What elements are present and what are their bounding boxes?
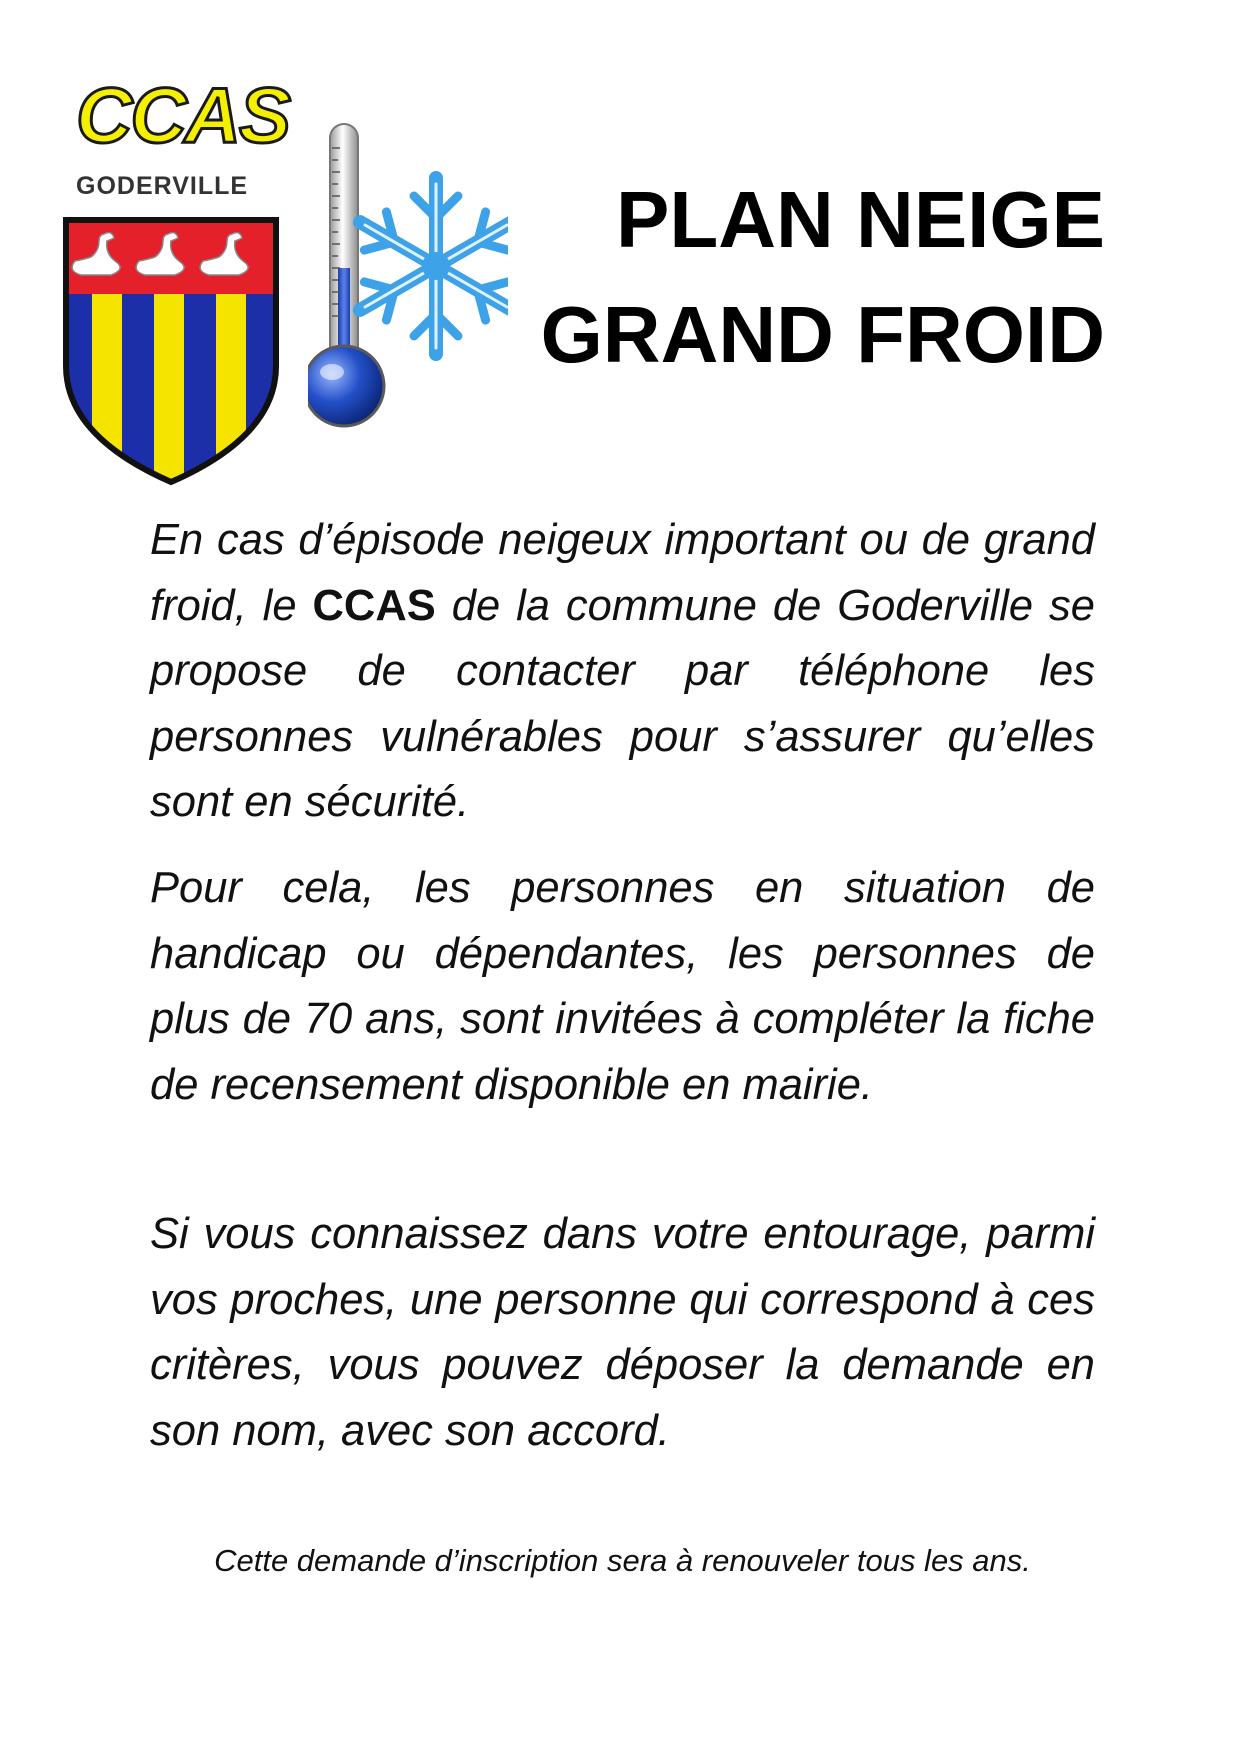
thermometer-snowflake-illustration bbox=[308, 118, 508, 430]
renewal-note: Cette demande d’inscription sera à renouveler tous les ans. bbox=[214, 1543, 1031, 1578]
snowflake-icon bbox=[360, 178, 508, 354]
thermometer-icon bbox=[308, 124, 384, 426]
paragraph-eligibility: Pour cela, les personnes en situation de handicap ou dépendantes, les personnes de plus de 70 ans, sont invitées à compléter la fiche de recensement disponible en mairie. bbox=[150, 864, 1095, 1109]
ccas-emphasis: CCAS bbox=[312, 581, 436, 630]
logo-town-text: GODERVILLE bbox=[76, 172, 249, 200]
page-title bbox=[541, 162, 1105, 392]
coat-of-arms-icon bbox=[62, 216, 280, 486]
logo-ccas-text: CCAS bbox=[76, 71, 290, 159]
ccas-logo bbox=[62, 71, 290, 486]
paragraph-intro bbox=[150, 508, 1095, 836]
paragraph-intro-start: En cas d’épisode neigeux important ou de grand froid, le bbox=[150, 516, 1095, 630]
paragraph-intro-end: de la commune de Goderville se propose de contacter par téléphone les personnes vulnérables pour s’assurer qu’elles sont en sécurité. bbox=[150, 581, 1095, 826]
paragraph-relatives: Si vous connaissez dans votre entourage, parmi vos proches, une personne qui correspond à ces critères, vous pouvez déposer la demande en son nom, avec son accord. bbox=[150, 1210, 1095, 1455]
title-line-2: GRAND FROID bbox=[540, 290, 1105, 379]
title-line-1: PLAN NEIGE bbox=[616, 175, 1105, 264]
